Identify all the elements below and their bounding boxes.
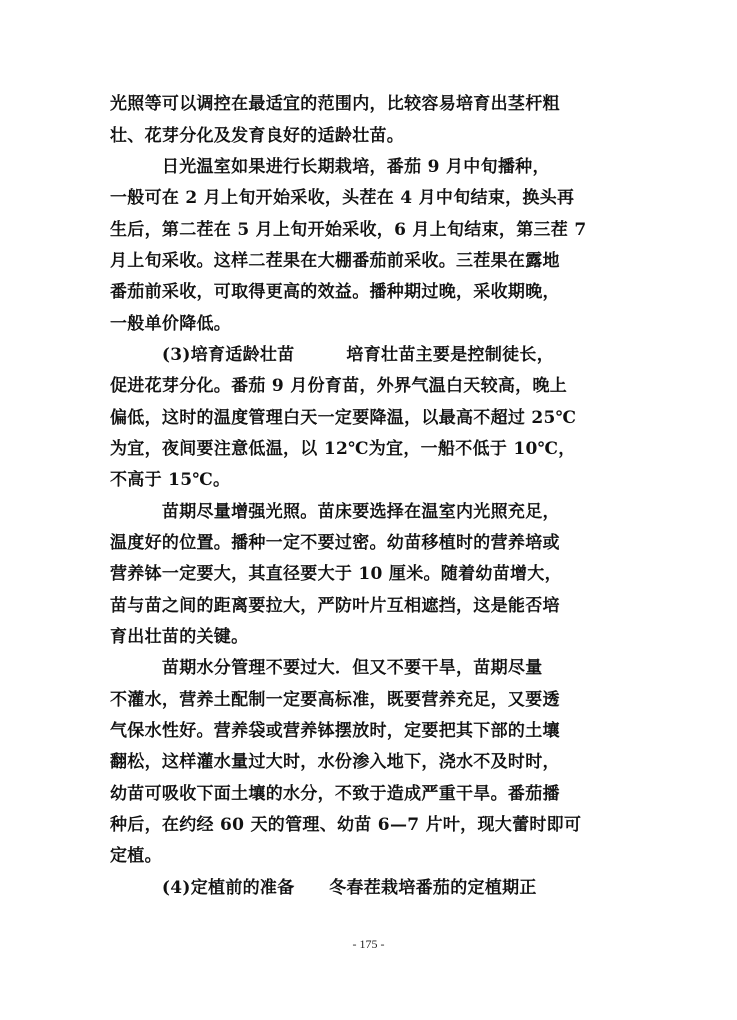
- text-line: 幼苗可吸收下面土壤的水分，不致于造成严重干旱。番茄播: [110, 784, 560, 804]
- text-line: 日光温室如果进行长期栽培，番茄 9 月中旬播种，: [110, 157, 550, 177]
- text-line: 苗期尽量增强光照。苗床要选择在温室内光照充足，: [110, 502, 560, 522]
- text-line: 定植。: [110, 846, 162, 866]
- text-line: 月上旬采收。这样二茬果在大棚番茄前采收。三茬果在露地: [110, 251, 560, 271]
- text-line: 为宜，夜间要注意低温，以 12℃为宜，一船不低于 10℃，: [110, 439, 576, 459]
- text-line: 种后，在约经 60 天的管理、幼苗 6—7 片叶，现大蕾时即可: [110, 815, 582, 835]
- text-line: 育出壮苗的关键。: [110, 627, 249, 647]
- text-line: 促进花芽分化。番茄 9 月份育苗，外界气温白天较高，晚上: [110, 376, 568, 396]
- text-line: 一般可在 2 月上旬开始采收，头茬在 4 月中旬结束，换头再: [110, 188, 575, 208]
- text-line: 生后，第二茬在 5 月上旬开始采收，6 月上旬结束，第三茬 7: [110, 220, 587, 240]
- text-line: 苗与苗之间的距离要拉大，严防叶片互相遮挡，这是能否培: [110, 596, 560, 616]
- text-line: (3)培育适龄壮苗 培育壮苗主要是控制徒长，: [110, 345, 555, 365]
- text-line: 苗期水分管理不要过大．但又不要干旱，苗期尽量: [110, 658, 543, 678]
- text-line: 番茄前采收，可取得更高的效益。播种期过晚，采收期晚，: [110, 282, 560, 302]
- text-line: 一般单价降低。: [110, 314, 232, 334]
- text-line: 营养钵一定要大，其直径要大于 10 厘米。随着幼苗增大，: [110, 564, 562, 584]
- text-line: 光照等可以调控在最适宜的范围内，比较容易培育出茎杆粗: [110, 94, 560, 114]
- text-line: 壮、花芽分化及发育良好的适龄壮苗。: [110, 126, 405, 146]
- page-number: - 175 -: [352, 937, 385, 951]
- text-line: 温度好的位置。播种一定不要过密。幼苗移植时的营养培或: [110, 533, 560, 553]
- text-line: 翻松，这样灌水量过大时，水份渗入地下，浇水不及时时，: [110, 752, 560, 772]
- text-line: 不高于 15℃。: [110, 470, 231, 490]
- text-line: 不灌水，营养土配制一定要高标准，既要营养充足，又要透: [110, 690, 560, 710]
- text-line: (4)定植前的准备 冬春茬栽培番茄的定植期正: [110, 878, 537, 898]
- text-line: 偏低，这时的温度管理白天一定要降温，以最高不超过 25℃: [110, 408, 577, 428]
- text-line: 气保水性好。营养袋或营养钵摆放时，定要把其下部的土壤: [110, 721, 560, 741]
